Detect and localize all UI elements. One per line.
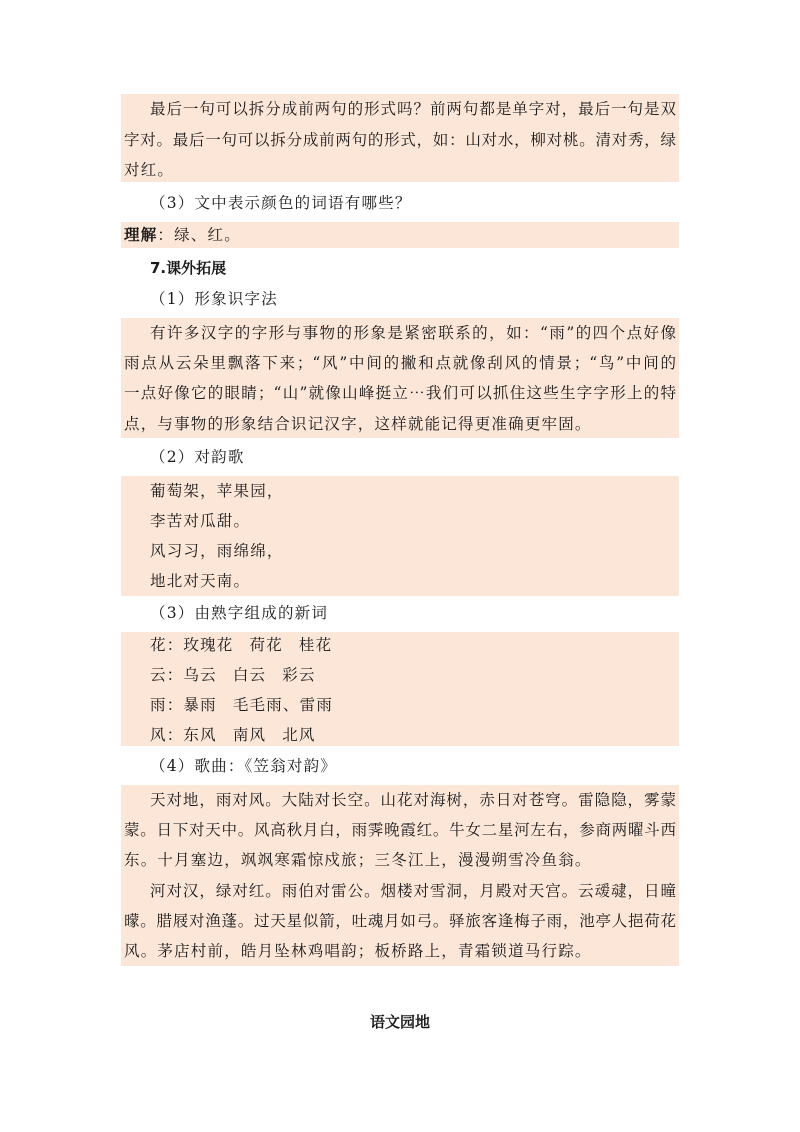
word-row-head: 云： — [150, 666, 184, 684]
word: 桂花 — [298, 636, 333, 654]
answer-3 — [124, 225, 241, 245]
poem-line: 葡萄架，苹果园， — [150, 482, 284, 500]
word-row — [150, 725, 316, 745]
word: 乌云 — [183, 666, 217, 684]
intro-line: 最后一句可以拆分成前两句的形式吗？前两句都是单字对，最后一句是双 — [150, 100, 676, 118]
song-line: 曚。腊屐对渔蓬。过天星似箭，吐魂月如弓。驿旅客逢梅子雨，池亭人挹荷花 — [124, 912, 676, 930]
word-row — [150, 695, 333, 715]
song-line: 东。十月塞边，飒飒寒霜惊戍旅；三冬江上，漫漫朔雪冷鱼翁。 — [124, 851, 592, 869]
s1-line: 雨点从云朵里飘落下来；“风”中间的撇和点就像刮风的情景；“鸟”中间的 — [124, 354, 676, 372]
intro-line: 字对。最后一句可以拆分成前两句的形式，如：山对水，柳对桃。清对秀，绿 — [124, 131, 676, 149]
poem-line: 风习习，雨绵绵， — [150, 542, 284, 560]
word: 玫瑰花 — [183, 636, 234, 654]
answer-text: ：绿、红。 — [157, 226, 241, 244]
word: 毛毛雨、雷雨 — [232, 696, 334, 714]
word-row — [150, 665, 316, 685]
s1-line: 一点好像它的眼睛；“山”就像山峰挺立⋯我们可以抓住这些生字字形上的特 — [124, 384, 676, 402]
intro-line: 对红。 — [124, 161, 175, 179]
question-3: （3）文中表示颜色的词语有哪些？ — [150, 194, 412, 212]
answer-label: 理解 — [124, 226, 158, 244]
word-row — [150, 635, 332, 655]
song-line: 天对地，雨对风。大陆对长空。山花对海树，赤日对苍穹。雷隐隐，雾蒙 — [150, 791, 676, 809]
subsection-title: （4）歌曲：《笠翁对韵》 — [150, 757, 338, 775]
section-heading: 7.课外拓展 — [150, 259, 227, 277]
s4-shade — [121, 785, 679, 966]
song-line: 风。茅店村前，皓月坠林鸡唱韵；板桥路上，青霜锁道马行踪。 — [124, 942, 592, 960]
word: 东风 — [183, 726, 217, 744]
word-row-head: 雨： — [150, 696, 184, 714]
song-line: 蒙。日下对天中。风高秋月白，雨霁晚霞红。牛女二星河左右，参商两曜斗西 — [124, 821, 676, 839]
poem-line: 地北对天南。 — [150, 572, 251, 590]
word-row-head: 风： — [150, 726, 184, 744]
subsection-title: （2）对韵歌 — [150, 448, 245, 466]
subsection-title: （1）形象识字法 — [150, 290, 278, 308]
word: 南风 — [232, 726, 267, 744]
poem-line: 李苦对瓜甜。 — [150, 512, 251, 530]
page-footer-title: 语文园地 — [370, 1013, 431, 1031]
subsection-title: （3）由熟字组成的新词 — [150, 604, 329, 622]
word: 暴雨 — [183, 696, 217, 714]
word-row-head: 花： — [150, 636, 184, 654]
word: 彩云 — [282, 666, 316, 684]
word: 白云 — [232, 666, 267, 684]
song-line: 河对汉，绿对红。雨伯对雷公。烟楼对雪洞，月殿对天宫。云叆叇，日曈 — [150, 882, 676, 900]
s1-line: 点，与事物的形象结合识记汉字，这样就能记得更准确更牢固。 — [124, 415, 592, 433]
s1-line: 有许多汉字的字形与事物的形象是紧密联系的，如：“雨”的四个点好像 — [150, 324, 676, 342]
word: 北风 — [282, 726, 316, 744]
word: 荷花 — [249, 636, 283, 654]
